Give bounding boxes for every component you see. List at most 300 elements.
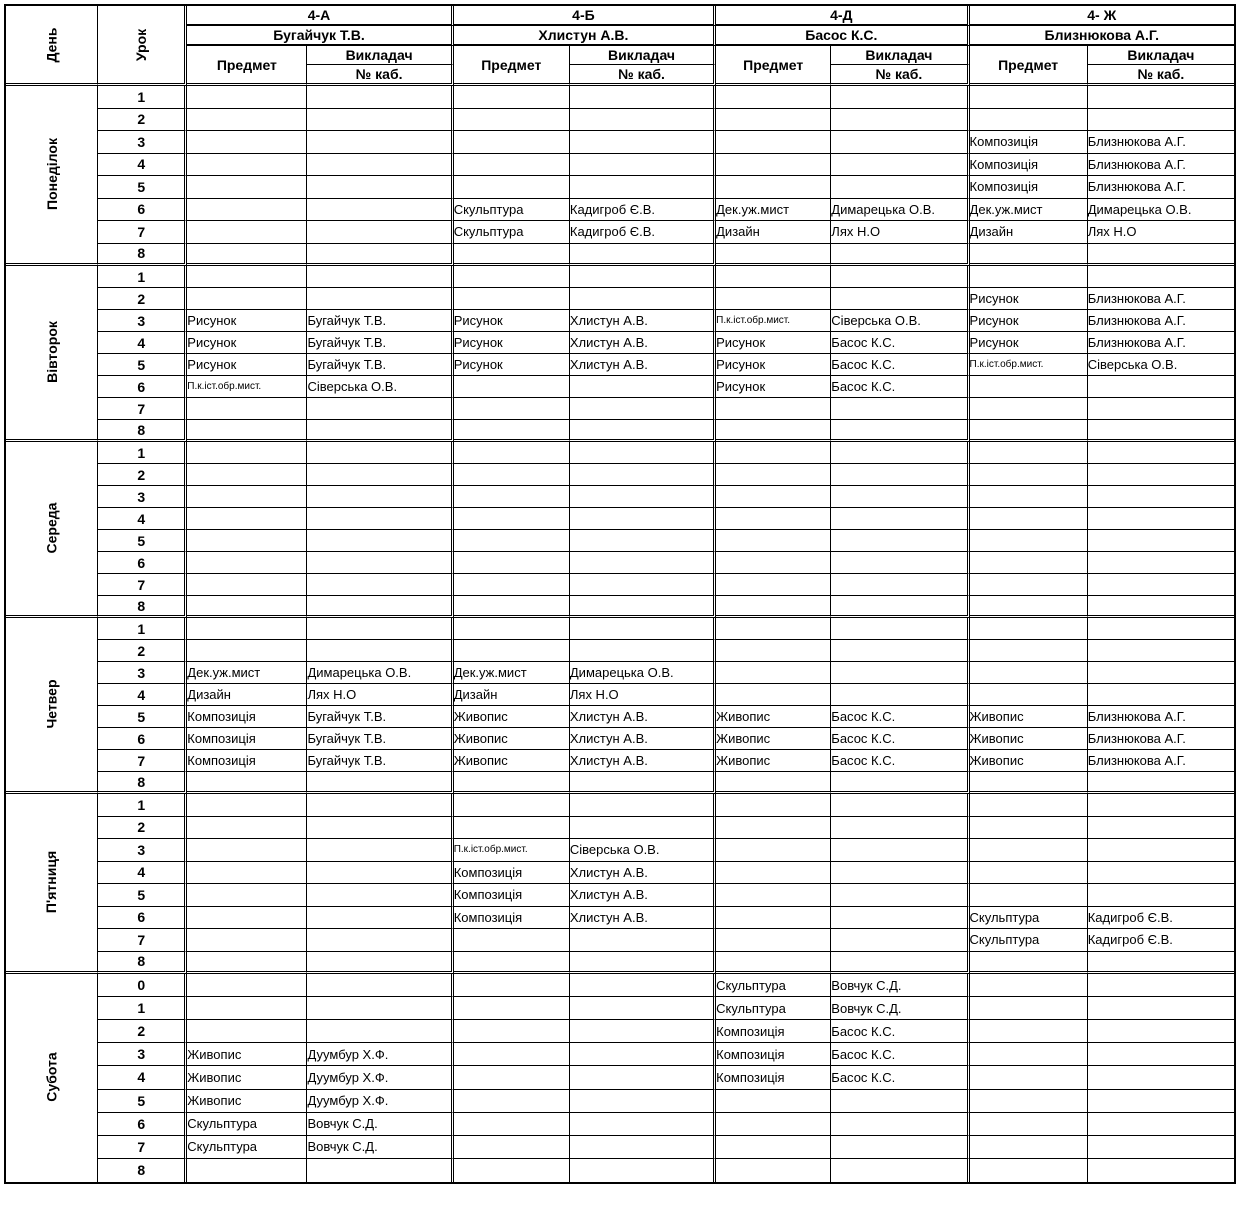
teacher-cell: Сіверська О.В. [307, 376, 453, 398]
teacher-cell [307, 398, 453, 420]
teacher-cell: Хлистун А.В. [570, 310, 716, 332]
teacher-cell [1088, 862, 1234, 885]
subject-cell: Скульптура [716, 997, 831, 1020]
day-name-cell [6, 266, 98, 442]
subject-cell [187, 952, 307, 975]
teacher-cell: Близнюкова А.Г. [1088, 154, 1234, 177]
teacher-cell [831, 907, 969, 930]
subject-cell [454, 176, 570, 199]
teacher-cell: Димарецька О.В. [307, 662, 453, 684]
subject-cell [454, 952, 570, 975]
teacher-cell: Басос К.С. [831, 1066, 969, 1089]
subject-cell [187, 420, 307, 442]
lesson-number: 1 [98, 618, 187, 640]
lesson-number: 3 [98, 310, 187, 332]
subject-cell [716, 266, 831, 288]
lesson-number: 6 [98, 552, 187, 574]
lesson-number: 8 [98, 596, 187, 618]
subject-cell [970, 772, 1088, 794]
subject-cell [454, 376, 570, 398]
teacher-cell [831, 486, 969, 508]
lesson-number: 4 [98, 862, 187, 885]
subject-cell: Живопис [716, 728, 831, 750]
day-header-label: День [43, 27, 60, 62]
subject-cell [187, 884, 307, 907]
schedule-row [6, 596, 1234, 618]
subject-cell [970, 1136, 1088, 1159]
lesson-number: 5 [98, 354, 187, 376]
lesson-number: 3 [98, 131, 187, 154]
lesson-number: 0 [98, 974, 187, 997]
teacher-cell [307, 266, 453, 288]
teacher-cell [831, 1113, 969, 1136]
teacher-cell [831, 530, 969, 552]
day-header [6, 6, 98, 86]
teacher-cell: Лях Н.О [1088, 221, 1234, 244]
teacher-cell: Басос К.С. [831, 706, 969, 728]
subject-cell [187, 442, 307, 464]
teacher-cell [831, 464, 969, 486]
teacher-cell [831, 929, 969, 952]
subject-cell [970, 86, 1088, 109]
subject-cell: Рисунок [187, 354, 307, 376]
schedule-row [6, 750, 1234, 772]
subject-cell: Композиція [454, 884, 570, 907]
teacher-cell [570, 974, 716, 997]
teacher-cell [831, 596, 969, 618]
schedule-row [6, 332, 1234, 354]
teacher-cell [1088, 1159, 1234, 1182]
lesson-number: 2 [98, 817, 187, 840]
schedule-row [6, 1020, 1234, 1043]
lesson-number: 1 [98, 266, 187, 288]
subject-cell [187, 109, 307, 132]
teacher-cell [570, 1136, 716, 1159]
day-name-cell [6, 794, 98, 974]
teacher-cell: Хлистун А.В. [570, 862, 716, 885]
lesson-number: 8 [98, 772, 187, 794]
header-row-curators [6, 26, 1234, 46]
teacher-cell [307, 974, 453, 997]
subject-cell: Дек.уж.мист [970, 199, 1088, 222]
teacher-cell: Бугайчук Т.В. [307, 750, 453, 772]
teacher-cell [307, 508, 453, 530]
teacher-cell [307, 596, 453, 618]
subject-cell [187, 176, 307, 199]
schedule-row [6, 442, 1234, 464]
teacher-cell: Близнюкова А.Г. [1088, 310, 1234, 332]
teacher-cell [307, 772, 453, 794]
day-name: Вівторок [43, 320, 60, 383]
schedule-row [6, 772, 1234, 794]
subject-cell [970, 109, 1088, 132]
subject-cell [454, 618, 570, 640]
teacher-cell [1088, 662, 1234, 684]
lesson-number: 4 [98, 154, 187, 177]
teacher-cell: Близнюкова А.Г. [1088, 131, 1234, 154]
teacher-cell [307, 618, 453, 640]
lesson-number: 8 [98, 420, 187, 442]
subject-cell: Скульптура [187, 1113, 307, 1136]
subject-cell [970, 862, 1088, 885]
teacher-cell [307, 530, 453, 552]
group-curator: Хлистун А.В. [454, 26, 716, 46]
teacher-cell [307, 442, 453, 464]
teacher-cell [307, 86, 453, 109]
lesson-number: 5 [98, 884, 187, 907]
subject-cell [187, 86, 307, 109]
teacher-cell [1088, 884, 1234, 907]
teacher-cell [570, 442, 716, 464]
teacher-cell [307, 221, 453, 244]
subject-cell: Скульптура [454, 221, 570, 244]
teacher-cell: Кадигроб Є.В. [570, 221, 716, 244]
teacher-cell [1088, 244, 1234, 267]
lesson-number: 5 [98, 1090, 187, 1113]
teacher-cell [570, 1090, 716, 1113]
teacher-cell: Лях Н.О [570, 684, 716, 706]
teacher-cell [831, 176, 969, 199]
subject-cell [716, 1090, 831, 1113]
teacher-cell [1088, 574, 1234, 596]
day-name: П'ятниця [43, 850, 60, 913]
header-row-groups [6, 6, 1234, 26]
teacher-cell: Вовчук С.Д. [831, 997, 969, 1020]
lesson-number: 7 [98, 750, 187, 772]
subject-cell: Рисунок [716, 376, 831, 398]
subject-cell [187, 974, 307, 997]
schedule-row [6, 552, 1234, 574]
lesson-number: 8 [98, 244, 187, 267]
teacher-cell [1088, 530, 1234, 552]
lesson-number: 8 [98, 952, 187, 975]
subject-header: Предмет [716, 46, 831, 86]
subject-cell [970, 1043, 1088, 1066]
teacher-cell [831, 552, 969, 574]
subject-cell [454, 420, 570, 442]
subject-cell [716, 862, 831, 885]
lesson-number: 5 [98, 706, 187, 728]
subject-cell [970, 817, 1088, 840]
subject-cell [970, 552, 1088, 574]
teacher-cell [1088, 772, 1234, 794]
lesson-number: 5 [98, 176, 187, 199]
teacher-cell: Димарецька О.В. [570, 662, 716, 684]
teacher-cell: Сіверська О.В. [1088, 354, 1234, 376]
subject-cell [187, 288, 307, 310]
schedule-row [6, 618, 1234, 640]
lesson-number: 2 [98, 109, 187, 132]
teacher-cell: Басос К.С. [831, 1020, 969, 1043]
subject-cell [187, 817, 307, 840]
schedule-table [4, 4, 1236, 1184]
teacher-cell: Близнюкова А.Г. [1088, 288, 1234, 310]
subject-cell [970, 618, 1088, 640]
subject-cell: Композиція [716, 1066, 831, 1089]
schedule-row [6, 1090, 1234, 1113]
teacher-cell: Хлистун А.В. [570, 354, 716, 376]
group-name: 4-Б [454, 6, 716, 26]
teacher-cell [307, 907, 453, 930]
teacher-cell [831, 1159, 969, 1182]
teacher-cell [307, 862, 453, 885]
teacher-cell [570, 376, 716, 398]
subject-cell [454, 266, 570, 288]
subject-cell: Композиція [187, 706, 307, 728]
subject-cell [454, 398, 570, 420]
subject-cell [187, 486, 307, 508]
subject-cell: Композиція [187, 728, 307, 750]
subject-cell [716, 508, 831, 530]
teacher-cell [831, 794, 969, 817]
teacher-cell [1088, 86, 1234, 109]
schedule-row [6, 86, 1234, 109]
subject-cell [716, 486, 831, 508]
teacher-cell: Бугайчук Т.В. [307, 354, 453, 376]
schedule-body [6, 86, 1234, 1182]
teacher-cell: Басос К.С. [831, 1043, 969, 1066]
lesson-number: 1 [98, 794, 187, 817]
schedule-row [6, 684, 1234, 706]
subject-cell: Рисунок [187, 310, 307, 332]
lesson-number: 8 [98, 1159, 187, 1182]
subject-cell [454, 109, 570, 132]
subject-cell [716, 244, 831, 267]
teacher-cell: Димарецька О.В. [831, 199, 969, 222]
group-name: 4-А [187, 6, 453, 26]
subject-cell: Живопис [454, 706, 570, 728]
subject-cell [716, 817, 831, 840]
subject-cell [187, 1020, 307, 1043]
subject-cell [716, 552, 831, 574]
teacher-cell [1088, 420, 1234, 442]
teacher-cell [307, 176, 453, 199]
teacher-cell [1088, 974, 1234, 997]
subject-cell [716, 839, 831, 862]
header-row-columns [6, 46, 1234, 65]
teacher-cell [570, 929, 716, 952]
teacher-cell [307, 464, 453, 486]
subject-cell [716, 1159, 831, 1182]
subject-cell: П.к.іст.обр.мист. [187, 376, 307, 398]
schedule-row [6, 310, 1234, 332]
schedule-row [6, 1113, 1234, 1136]
teacher-cell: Вовчук С.Д. [831, 974, 969, 997]
teacher-cell [570, 508, 716, 530]
subject-cell: Рисунок [454, 310, 570, 332]
schedule-row [6, 464, 1234, 486]
group-name: 4-Д [716, 6, 969, 26]
subject-cell [187, 574, 307, 596]
teacher-cell: Близнюкова А.Г. [1088, 728, 1234, 750]
subject-cell [716, 772, 831, 794]
subject-cell: Рисунок [454, 354, 570, 376]
subject-cell: Рисунок [187, 332, 307, 354]
teacher-cell [307, 154, 453, 177]
subject-cell [187, 1159, 307, 1182]
room-header: № каб. [831, 65, 969, 86]
schedule-row [6, 907, 1234, 930]
subject-cell: Живопис [970, 728, 1088, 750]
subject-cell [970, 794, 1088, 817]
subject-cell [454, 1159, 570, 1182]
subject-cell [970, 508, 1088, 530]
lesson-number: 3 [98, 1043, 187, 1066]
lesson-number: 3 [98, 839, 187, 862]
subject-cell: Живопис [970, 706, 1088, 728]
subject-cell [970, 1113, 1088, 1136]
subject-cell [716, 640, 831, 662]
teacher-cell: Басос К.С. [831, 750, 969, 772]
lesson-number: 4 [98, 332, 187, 354]
teacher-cell [570, 420, 716, 442]
subject-cell: Живопис [716, 750, 831, 772]
schedule-row [6, 952, 1234, 975]
subject-cell [716, 1136, 831, 1159]
subject-cell [970, 884, 1088, 907]
teacher-cell [831, 131, 969, 154]
teacher-cell [570, 266, 716, 288]
schedule-row [6, 530, 1234, 552]
subject-cell [716, 662, 831, 684]
subject-cell [187, 266, 307, 288]
lesson-number: 1 [98, 997, 187, 1020]
subject-cell [454, 640, 570, 662]
lesson-number: 7 [98, 221, 187, 244]
teacher-cell [307, 794, 453, 817]
subject-cell: Рисунок [716, 332, 831, 354]
subject-cell [454, 1020, 570, 1043]
teacher-cell [570, 398, 716, 420]
teacher-cell [831, 154, 969, 177]
subject-cell [187, 530, 307, 552]
subject-cell: Живопис [970, 750, 1088, 772]
subject-cell [970, 464, 1088, 486]
teacher-cell [831, 1136, 969, 1159]
teacher-cell [307, 420, 453, 442]
teacher-cell [570, 86, 716, 109]
subject-header: Предмет [970, 46, 1088, 86]
lesson-number: 7 [98, 574, 187, 596]
schedule-row [6, 376, 1234, 398]
teacher-cell [831, 839, 969, 862]
teacher-cell: Хлистун А.В. [570, 728, 716, 750]
subject-cell [970, 640, 1088, 662]
subject-cell: Рисунок [970, 310, 1088, 332]
lesson-header [98, 6, 187, 86]
teacher-cell [570, 817, 716, 840]
subject-cell [716, 884, 831, 907]
subject-cell [454, 530, 570, 552]
subject-cell [970, 997, 1088, 1020]
subject-cell: П.к.іст.обр.мист. [454, 839, 570, 862]
lesson-number: 6 [98, 907, 187, 930]
teacher-cell [570, 486, 716, 508]
teacher-cell [1088, 442, 1234, 464]
subject-cell: П.к.іст.обр.мист. [716, 310, 831, 332]
subject-cell [454, 288, 570, 310]
subject-cell: Живопис [187, 1090, 307, 1113]
subject-cell [716, 288, 831, 310]
teacher-cell: Бугайчук Т.В. [307, 310, 453, 332]
teacher-cell [1088, 376, 1234, 398]
teacher-cell: Басос К.С. [831, 354, 969, 376]
teacher-cell [831, 684, 969, 706]
teacher-cell [1088, 640, 1234, 662]
teacher-cell [831, 442, 969, 464]
teacher-cell [570, 244, 716, 267]
schedule-row [6, 221, 1234, 244]
teacher-cell [307, 199, 453, 222]
teacher-cell [570, 1066, 716, 1089]
teacher-cell [307, 109, 453, 132]
subject-cell [454, 1136, 570, 1159]
teacher-cell [1088, 596, 1234, 618]
teacher-cell [570, 1113, 716, 1136]
subject-cell [187, 464, 307, 486]
lesson-number: 3 [98, 662, 187, 684]
group-curator: Близнюкова А.Г. [970, 26, 1234, 46]
schedule-row [6, 997, 1234, 1020]
teacher-header: Викладач [570, 46, 716, 65]
subject-cell [187, 508, 307, 530]
teacher-cell [1088, 952, 1234, 975]
teacher-cell [1088, 1066, 1234, 1089]
teacher-cell [1088, 552, 1234, 574]
subject-cell [454, 154, 570, 177]
schedule-row [6, 1159, 1234, 1182]
lesson-number: 4 [98, 1066, 187, 1089]
teacher-header: Викладач [307, 46, 453, 65]
teacher-cell [831, 662, 969, 684]
teacher-cell: Лях Н.О [831, 221, 969, 244]
subject-cell [187, 596, 307, 618]
teacher-cell [1088, 109, 1234, 132]
subject-cell: Скульптура [187, 1136, 307, 1159]
teacher-cell: Хлистун А.В. [570, 907, 716, 930]
subject-cell: Дизайн [716, 221, 831, 244]
subject-cell [970, 952, 1088, 975]
subject-cell: Живопис [716, 706, 831, 728]
teacher-cell: Сіверська О.В. [831, 310, 969, 332]
subject-cell [716, 907, 831, 930]
lesson-number: 2 [98, 288, 187, 310]
subject-cell [716, 86, 831, 109]
teacher-cell: Вовчук С.Д. [307, 1136, 453, 1159]
teacher-cell: Дуумбур Х.Ф. [307, 1090, 453, 1113]
day-name: Понеділок [43, 137, 60, 210]
subject-cell [187, 244, 307, 267]
teacher-cell [1088, 1090, 1234, 1113]
lesson-number: 2 [98, 640, 187, 662]
teacher-cell [831, 420, 969, 442]
subject-cell [970, 1020, 1088, 1043]
subject-header: Предмет [187, 46, 307, 86]
schedule-row [6, 794, 1234, 817]
teacher-cell: Хлистун А.В. [570, 884, 716, 907]
subject-cell: Дизайн [454, 684, 570, 706]
teacher-cell: Басос К.С. [831, 728, 969, 750]
subject-cell [454, 574, 570, 596]
subject-cell: Композиція [970, 131, 1088, 154]
schedule-row [6, 154, 1234, 177]
teacher-cell [570, 794, 716, 817]
subject-cell [970, 839, 1088, 862]
teacher-cell: Бугайчук Т.В. [307, 706, 453, 728]
teacher-cell [307, 244, 453, 267]
teacher-cell [570, 1020, 716, 1043]
subject-cell [454, 974, 570, 997]
